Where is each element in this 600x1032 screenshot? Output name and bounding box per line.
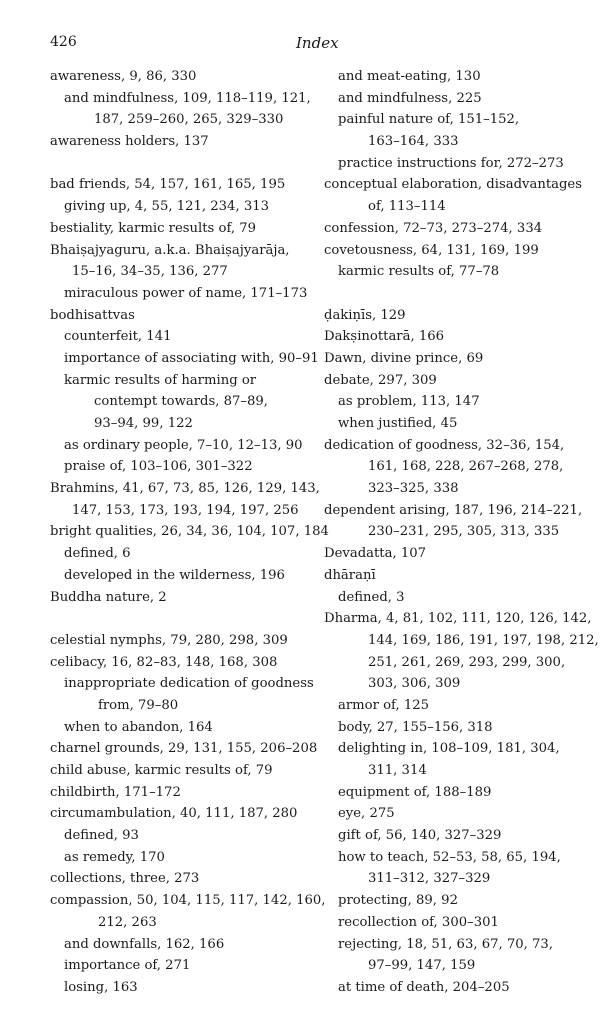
index-entry: celestial nymphs, 79, 280, 298, 309: [50, 632, 288, 648]
index-entry: dependent arising, 187, 196, 214–221,: [324, 502, 583, 518]
index-subentry: 311, 314: [368, 763, 427, 778]
index-subentry: as problem, 113, 147: [338, 394, 480, 410]
index-subentry: rejecting, 18, 51, 63, 67, 70, 73,: [338, 936, 554, 952]
index-subentry: 212, 263: [98, 914, 157, 930]
index-subentry: karmic results of, 77–78: [338, 264, 500, 280]
index-subentry: how to teach, 52–53, 58, 65, 194,: [338, 849, 561, 865]
index-entry: Dawn, divine prince, 69: [324, 350, 484, 366]
index-subentry: at time of death, 204–205: [338, 979, 510, 995]
index-subentry: counterfeit, 141: [64, 329, 172, 345]
index-subentry: 144, 169, 186, 191, 197, 198, 212,: [368, 632, 599, 648]
index-subentry: 323–325, 338: [368, 481, 459, 497]
index-subentry: 93–94, 99, 122: [94, 416, 193, 431]
index-subentry: 187, 259–260, 265, 329–330: [94, 112, 284, 128]
index-subentry: 163–164, 333: [368, 134, 459, 150]
index-subentry: losing, 163: [64, 979, 138, 995]
running-title: Index: [296, 34, 339, 52]
index-subentry: importance of, 271: [64, 958, 191, 974]
index-entry: celibacy, 16, 82–83, 148, 168, 308: [50, 654, 278, 670]
index-subentry: developed in the wilderness, 196: [64, 567, 285, 583]
page-number: 426: [50, 34, 77, 50]
index-entry: bodhisattvas: [50, 307, 135, 323]
index-subentry: when justified, 45: [338, 416, 458, 431]
index-subentry: 303, 306, 309: [368, 676, 461, 692]
index-subentry: gift of, 56, 140, 327–329: [338, 828, 502, 844]
index-subentry: eye, 275: [338, 806, 395, 822]
index-subentry: karmic results of harming or: [64, 372, 257, 388]
index-entry: childbirth, 171–172: [50, 784, 181, 800]
index-entry: Dharma, 4, 81, 102, 111, 120, 126, 142,: [324, 611, 592, 627]
index-entry: Buddha nature, 2: [50, 589, 167, 605]
index-subentry: and meat-eating, 130: [338, 69, 481, 84]
index-subentry: protecting, 89, 92: [338, 893, 458, 909]
index-subentry: 311–312, 327–329: [368, 871, 491, 887]
index-subentry: importance of associating with, 90–91: [64, 350, 319, 366]
index-entry: child abuse, karmic results of, 79: [50, 763, 273, 778]
index-entry: awareness holders, 137: [50, 134, 209, 150]
index-entry: dhāraṇī: [324, 567, 376, 583]
index-entry: debate, 297, 309: [324, 372, 437, 388]
index-gap: [50, 608, 330, 630]
index-gap: [324, 283, 590, 305]
index-subentry: as remedy, 170: [64, 849, 165, 865]
index-entry: Brahmins, 41, 67, 73, 85, 126, 129, 143,: [50, 481, 320, 497]
index-subentry: miraculous power of name, 171–173: [64, 285, 308, 301]
index-subentry: inappropriate dedication of goodness: [64, 676, 314, 692]
index-entry: Devadatta, 107: [324, 546, 427, 562]
index-subentry: practice instructions for, 272–273: [338, 155, 564, 171]
index-gap: [50, 153, 330, 175]
index-subentry: 251, 261, 269, 293, 299, 300,: [368, 654, 566, 670]
page-header: [0, 34, 600, 58]
index-subentry: and downfalls, 162, 166: [64, 936, 225, 952]
index-entry: collections, three, 273: [50, 871, 200, 887]
index-subentry: and mindfulness, 225: [338, 90, 482, 106]
index-entry: bestiality, karmic results of, 79: [50, 220, 257, 236]
index-entry: awareness, 9, 86, 330: [50, 69, 197, 84]
index-entry: bright qualities, 26, 34, 36, 104, 107, 184: [50, 524, 329, 540]
index-subentry: 161, 168, 228, 267–268, 278,: [368, 459, 564, 475]
index-subentry: defined, 3: [338, 589, 405, 605]
index-subentry: giving up, 4, 55, 121, 234, 313: [64, 199, 269, 215]
index-entry: covetousness, 64, 131, 169, 199: [324, 242, 539, 258]
index-subentry: 97–99, 147, 159: [368, 958, 476, 974]
index-entry: conceptual elaboration, disadvantages: [324, 177, 582, 193]
index-subentry: recollection of, 300–301: [338, 914, 499, 930]
index-subentry: and mindfulness, 109, 118–119, 121,: [64, 90, 311, 106]
index-column-right: [324, 66, 599, 999]
index-subentry: body, 27, 155–156, 318: [338, 719, 493, 735]
index-subentry: from, 79–80: [98, 697, 179, 713]
index-entry: circumambulation, 40, 111, 187, 280: [50, 806, 298, 822]
index-subentry: 15–16, 34–35, 136, 277: [72, 264, 228, 280]
index-entry: ḍakiṇīs, 129: [324, 307, 406, 323]
index-subentry: 147, 153, 173, 193, 194, 197, 256: [72, 502, 299, 518]
index-subentry: contempt towards, 87–89,: [94, 394, 268, 410]
index-subentry: 230–231, 295, 305, 313, 335: [368, 524, 560, 540]
index-subentry: equipment of, 188–189: [338, 784, 492, 800]
index-column-left: [50, 66, 330, 999]
index-subentry: as ordinary people, 7–10, 12–13, 90: [64, 437, 303, 453]
index-entry: bad friends, 54, 157, 161, 165, 195: [50, 177, 286, 193]
index-subentry: when to abandon, 164: [64, 719, 213, 735]
index-subentry: armor of, 125: [338, 697, 430, 713]
index-entry: confession, 72–73, 273–274, 334: [324, 220, 543, 236]
index-subentry: praise of, 103–106, 301–322: [64, 459, 253, 475]
index-subentry: defined, 93: [64, 828, 139, 844]
index-entry: dedication of goodness, 32–36, 154,: [324, 437, 565, 453]
index-subentry: defined, 6: [64, 546, 131, 562]
index-entry: Bhaiṣajyaguru, a.k.a. Bhaiṣajyarāja,: [50, 242, 290, 258]
index-subentry: of, 113–114: [368, 199, 446, 215]
index-subentry: delighting in, 108–109, 181, 304,: [338, 741, 560, 757]
index-entry: compassion, 50, 104, 115, 117, 142, 160,: [50, 893, 326, 909]
index-subentry: painful nature of, 151–152,: [338, 112, 520, 128]
index-entry: Dakṣinottarā, 166: [324, 329, 445, 345]
index-entry: charnel grounds, 29, 131, 155, 206–208: [50, 741, 318, 757]
